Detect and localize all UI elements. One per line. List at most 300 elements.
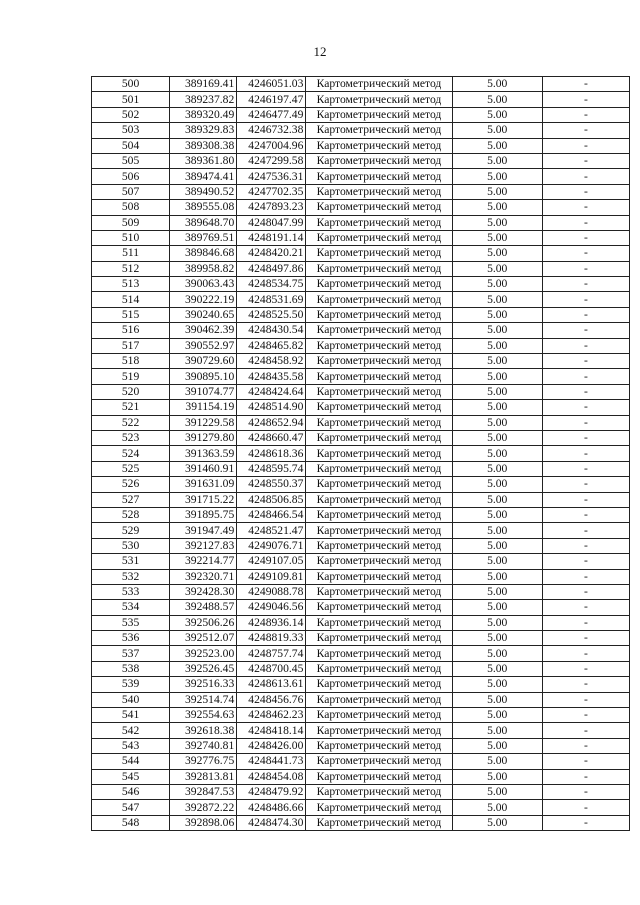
- point-number-cell: 507: [92, 184, 170, 199]
- method-cell: Картометрический метод: [306, 415, 452, 430]
- point-number-cell: 547: [92, 800, 170, 815]
- y-coordinate-cell: 4248550.37: [237, 477, 306, 492]
- description-cell: -: [542, 492, 629, 507]
- y-coordinate-cell: 4249046.56: [237, 600, 306, 615]
- point-number-cell: 526: [92, 477, 170, 492]
- accuracy-cell: 5.00: [452, 323, 542, 338]
- x-coordinate-cell: 389169.41: [170, 77, 237, 92]
- x-coordinate-cell: 391154.19: [170, 400, 237, 415]
- method-cell: Картометрический метод: [306, 169, 452, 184]
- x-coordinate-cell: 392488.57: [170, 600, 237, 615]
- description-cell: -: [542, 507, 629, 522]
- point-number-cell: 522: [92, 415, 170, 430]
- description-cell: -: [542, 554, 629, 569]
- description-cell: -: [542, 569, 629, 584]
- method-cell: Картометрический метод: [306, 323, 452, 338]
- table-row: [92, 661, 630, 676]
- description-cell: -: [542, 169, 629, 184]
- accuracy-cell: 5.00: [452, 215, 542, 230]
- y-coordinate-cell: 4248474.30: [237, 815, 306, 830]
- accuracy-cell: 5.00: [452, 738, 542, 753]
- method-cell: Картометрический метод: [306, 215, 452, 230]
- description-cell: -: [542, 646, 629, 661]
- method-cell: Картометрический метод: [306, 815, 452, 830]
- accuracy-cell: 5.00: [452, 784, 542, 799]
- point-number-cell: 510: [92, 230, 170, 245]
- description-cell: -: [542, 323, 629, 338]
- method-cell: Картометрический метод: [306, 230, 452, 245]
- point-number-cell: 525: [92, 461, 170, 476]
- x-coordinate-cell: 391279.80: [170, 430, 237, 445]
- point-number-cell: 520: [92, 384, 170, 399]
- y-coordinate-cell: 4248700.45: [237, 661, 306, 676]
- y-coordinate-cell: 4248652.94: [237, 415, 306, 430]
- table-row: [92, 277, 630, 292]
- table-row: [92, 692, 630, 707]
- table-row: [92, 631, 630, 646]
- method-cell: Картометрический метод: [306, 800, 452, 815]
- x-coordinate-cell: 389308.38: [170, 138, 237, 153]
- method-cell: Картометрический метод: [306, 123, 452, 138]
- x-coordinate-cell: 392523.00: [170, 646, 237, 661]
- point-number-cell: 508: [92, 200, 170, 215]
- x-coordinate-cell: 392127.83: [170, 538, 237, 553]
- point-number-cell: 544: [92, 754, 170, 769]
- description-cell: -: [542, 815, 629, 830]
- y-coordinate-cell: 4247702.35: [237, 184, 306, 199]
- y-coordinate-cell: 4248424.64: [237, 384, 306, 399]
- y-coordinate-cell: 4248660.47: [237, 430, 306, 445]
- point-number-cell: 528: [92, 507, 170, 522]
- x-coordinate-cell: 389361.80: [170, 153, 237, 168]
- accuracy-cell: 5.00: [452, 769, 542, 784]
- description-cell: -: [542, 369, 629, 384]
- coordinates-table-body: [92, 77, 630, 831]
- y-coordinate-cell: 4249076.71: [237, 538, 306, 553]
- y-coordinate-cell: 4248426.00: [237, 738, 306, 753]
- description-cell: -: [542, 77, 629, 92]
- accuracy-cell: 5.00: [452, 277, 542, 292]
- point-number-cell: 540: [92, 692, 170, 707]
- point-number-cell: 511: [92, 246, 170, 261]
- y-coordinate-cell: 4249088.78: [237, 584, 306, 599]
- table-row: [92, 138, 630, 153]
- table-row: [92, 646, 630, 661]
- table-row: [92, 477, 630, 492]
- point-number-cell: 504: [92, 138, 170, 153]
- accuracy-cell: 5.00: [452, 354, 542, 369]
- method-cell: Картометрический метод: [306, 708, 452, 723]
- table-row: [92, 430, 630, 445]
- description-cell: -: [542, 138, 629, 153]
- y-coordinate-cell: 4248047.99: [237, 215, 306, 230]
- method-cell: Картометрический метод: [306, 631, 452, 646]
- table-row: [92, 307, 630, 322]
- description-cell: -: [542, 661, 629, 676]
- table-row: [92, 369, 630, 384]
- table-row: [92, 600, 630, 615]
- table-row: [92, 123, 630, 138]
- point-number-cell: 502: [92, 107, 170, 122]
- y-coordinate-cell: 4246732.38: [237, 123, 306, 138]
- point-number-cell: 500: [92, 77, 170, 92]
- accuracy-cell: 5.00: [452, 507, 542, 522]
- y-coordinate-cell: 4248420.21: [237, 246, 306, 261]
- accuracy-cell: 5.00: [452, 77, 542, 92]
- table-row: [92, 200, 630, 215]
- method-cell: Картометрический метод: [306, 307, 452, 322]
- y-coordinate-cell: 4248479.92: [237, 784, 306, 799]
- description-cell: -: [542, 338, 629, 353]
- x-coordinate-cell: 392740.81: [170, 738, 237, 753]
- table-row: [92, 77, 630, 92]
- description-cell: -: [542, 107, 629, 122]
- table-row: [92, 738, 630, 753]
- description-cell: -: [542, 200, 629, 215]
- y-coordinate-cell: 4248936.14: [237, 615, 306, 630]
- point-number-cell: 532: [92, 569, 170, 584]
- y-coordinate-cell: 4248486.66: [237, 800, 306, 815]
- x-coordinate-cell: 389769.51: [170, 230, 237, 245]
- description-cell: -: [542, 277, 629, 292]
- point-number-cell: 527: [92, 492, 170, 507]
- description-cell: -: [542, 477, 629, 492]
- y-coordinate-cell: 4248595.74: [237, 461, 306, 476]
- description-cell: -: [542, 215, 629, 230]
- table-row: [92, 415, 630, 430]
- point-number-cell: 521: [92, 400, 170, 415]
- point-number-cell: 541: [92, 708, 170, 723]
- description-cell: -: [542, 92, 629, 107]
- table-row: [92, 461, 630, 476]
- table-row: [92, 554, 630, 569]
- accuracy-cell: 5.00: [452, 338, 542, 353]
- x-coordinate-cell: 392320.71: [170, 569, 237, 584]
- accuracy-cell: 5.00: [452, 292, 542, 307]
- y-coordinate-cell: 4248613.61: [237, 677, 306, 692]
- accuracy-cell: 5.00: [452, 569, 542, 584]
- point-number-cell: 519: [92, 369, 170, 384]
- table-row: [92, 323, 630, 338]
- y-coordinate-cell: 4248418.14: [237, 723, 306, 738]
- description-cell: -: [542, 538, 629, 553]
- y-coordinate-cell: 4247893.23: [237, 200, 306, 215]
- point-number-cell: 524: [92, 446, 170, 461]
- description-cell: -: [542, 738, 629, 753]
- accuracy-cell: 5.00: [452, 400, 542, 415]
- method-cell: Картометрический метод: [306, 738, 452, 753]
- x-coordinate-cell: 389490.52: [170, 184, 237, 199]
- method-cell: Картометрический метод: [306, 754, 452, 769]
- point-number-cell: 512: [92, 261, 170, 276]
- y-coordinate-cell: 4246477.49: [237, 107, 306, 122]
- x-coordinate-cell: 389237.82: [170, 92, 237, 107]
- description-cell: -: [542, 184, 629, 199]
- description-cell: -: [542, 631, 629, 646]
- y-coordinate-cell: 4249107.05: [237, 554, 306, 569]
- description-cell: -: [542, 708, 629, 723]
- point-number-cell: 509: [92, 215, 170, 230]
- table-row: [92, 754, 630, 769]
- y-coordinate-cell: 4248525.50: [237, 307, 306, 322]
- table-row: [92, 584, 630, 599]
- table-row: [92, 507, 630, 522]
- x-coordinate-cell: 391074.77: [170, 384, 237, 399]
- accuracy-cell: 5.00: [452, 107, 542, 122]
- description-cell: -: [542, 446, 629, 461]
- x-coordinate-cell: 392898.06: [170, 815, 237, 830]
- point-number-cell: 535: [92, 615, 170, 630]
- y-coordinate-cell: 4248441.73: [237, 754, 306, 769]
- table-row: [92, 184, 630, 199]
- point-number-cell: 539: [92, 677, 170, 692]
- accuracy-cell: 5.00: [452, 584, 542, 599]
- table-row: [92, 769, 630, 784]
- y-coordinate-cell: 4249109.81: [237, 569, 306, 584]
- method-cell: Картометрический метод: [306, 277, 452, 292]
- point-number-cell: 503: [92, 123, 170, 138]
- y-coordinate-cell: 4248534.75: [237, 277, 306, 292]
- y-coordinate-cell: 4246051.03: [237, 77, 306, 92]
- table-row: [92, 92, 630, 107]
- y-coordinate-cell: 4248618.36: [237, 446, 306, 461]
- table-row: [92, 246, 630, 261]
- description-cell: -: [542, 692, 629, 707]
- accuracy-cell: 5.00: [452, 384, 542, 399]
- description-cell: -: [542, 677, 629, 692]
- accuracy-cell: 5.00: [452, 754, 542, 769]
- table-row: [92, 446, 630, 461]
- accuracy-cell: 5.00: [452, 692, 542, 707]
- y-coordinate-cell: 4246197.47: [237, 92, 306, 107]
- table-row: [92, 523, 630, 538]
- table-row: [92, 215, 630, 230]
- point-number-cell: 501: [92, 92, 170, 107]
- point-number-cell: 529: [92, 523, 170, 538]
- description-cell: -: [542, 384, 629, 399]
- x-coordinate-cell: 389320.49: [170, 107, 237, 122]
- x-coordinate-cell: 389846.68: [170, 246, 237, 261]
- table-row: [92, 615, 630, 630]
- method-cell: Картометрический метод: [306, 261, 452, 276]
- x-coordinate-cell: 391631.09: [170, 477, 237, 492]
- point-number-cell: 537: [92, 646, 170, 661]
- accuracy-cell: 5.00: [452, 169, 542, 184]
- point-number-cell: 534: [92, 600, 170, 615]
- method-cell: Картометрический метод: [306, 554, 452, 569]
- description-cell: -: [542, 153, 629, 168]
- accuracy-cell: 5.00: [452, 261, 542, 276]
- description-cell: -: [542, 230, 629, 245]
- point-number-cell: 538: [92, 661, 170, 676]
- accuracy-cell: 5.00: [452, 307, 542, 322]
- x-coordinate-cell: 389555.08: [170, 200, 237, 215]
- description-cell: -: [542, 754, 629, 769]
- point-number-cell: 513: [92, 277, 170, 292]
- description-cell: -: [542, 430, 629, 445]
- accuracy-cell: 5.00: [452, 492, 542, 507]
- y-coordinate-cell: 4247299.58: [237, 153, 306, 168]
- accuracy-cell: 5.00: [452, 661, 542, 676]
- accuracy-cell: 5.00: [452, 646, 542, 661]
- accuracy-cell: 5.00: [452, 800, 542, 815]
- x-coordinate-cell: 392813.81: [170, 769, 237, 784]
- method-cell: Картометрический метод: [306, 384, 452, 399]
- point-number-cell: 506: [92, 169, 170, 184]
- method-cell: Картометрический метод: [306, 400, 452, 415]
- accuracy-cell: 5.00: [452, 523, 542, 538]
- accuracy-cell: 5.00: [452, 723, 542, 738]
- x-coordinate-cell: 389958.82: [170, 261, 237, 276]
- method-cell: Картометрический метод: [306, 292, 452, 307]
- x-coordinate-cell: 390729.60: [170, 354, 237, 369]
- x-coordinate-cell: 392872.22: [170, 800, 237, 815]
- point-number-cell: 546: [92, 784, 170, 799]
- description-cell: -: [542, 307, 629, 322]
- y-coordinate-cell: 4248521.47: [237, 523, 306, 538]
- y-coordinate-cell: 4247004.96: [237, 138, 306, 153]
- accuracy-cell: 5.00: [452, 415, 542, 430]
- table-row: [92, 230, 630, 245]
- table-row: [92, 677, 630, 692]
- x-coordinate-cell: 392506.26: [170, 615, 237, 630]
- y-coordinate-cell: 4248435.58: [237, 369, 306, 384]
- x-coordinate-cell: 392526.45: [170, 661, 237, 676]
- accuracy-cell: 5.00: [452, 123, 542, 138]
- method-cell: Картометрический метод: [306, 615, 452, 630]
- description-cell: -: [542, 246, 629, 261]
- method-cell: Картометрический метод: [306, 677, 452, 692]
- y-coordinate-cell: 4248514.90: [237, 400, 306, 415]
- table-row: [92, 815, 630, 830]
- method-cell: Картометрический метод: [306, 153, 452, 168]
- x-coordinate-cell: 392512.07: [170, 631, 237, 646]
- table-row: [92, 261, 630, 276]
- y-coordinate-cell: 4248466.54: [237, 507, 306, 522]
- x-coordinate-cell: 390462.39: [170, 323, 237, 338]
- method-cell: Картометрический метод: [306, 430, 452, 445]
- accuracy-cell: 5.00: [452, 138, 542, 153]
- point-number-cell: 530: [92, 538, 170, 553]
- table-row: [92, 400, 630, 415]
- table-row: [92, 784, 630, 799]
- x-coordinate-cell: 390222.19: [170, 292, 237, 307]
- method-cell: Картометрический метод: [306, 723, 452, 738]
- method-cell: Картометрический метод: [306, 138, 452, 153]
- point-number-cell: 548: [92, 815, 170, 830]
- method-cell: Картометрический метод: [306, 446, 452, 461]
- accuracy-cell: 5.00: [452, 677, 542, 692]
- table-row: [92, 292, 630, 307]
- y-coordinate-cell: 4248458.92: [237, 354, 306, 369]
- x-coordinate-cell: 392514.74: [170, 692, 237, 707]
- method-cell: Картометрический метод: [306, 92, 452, 107]
- table-row: [92, 338, 630, 353]
- method-cell: Картометрический метод: [306, 692, 452, 707]
- point-number-cell: 505: [92, 153, 170, 168]
- y-coordinate-cell: 4248497.86: [237, 261, 306, 276]
- accuracy-cell: 5.00: [452, 631, 542, 646]
- description-cell: -: [542, 723, 629, 738]
- description-cell: -: [542, 261, 629, 276]
- accuracy-cell: 5.00: [452, 538, 542, 553]
- description-cell: -: [542, 523, 629, 538]
- method-cell: Картометрический метод: [306, 492, 452, 507]
- method-cell: Картометрический метод: [306, 246, 452, 261]
- point-number-cell: 533: [92, 584, 170, 599]
- point-number-cell: 542: [92, 723, 170, 738]
- method-cell: Картометрический метод: [306, 784, 452, 799]
- x-coordinate-cell: 391947.49: [170, 523, 237, 538]
- method-cell: Картометрический метод: [306, 523, 452, 538]
- point-number-cell: 531: [92, 554, 170, 569]
- accuracy-cell: 5.00: [452, 461, 542, 476]
- x-coordinate-cell: 392554.63: [170, 708, 237, 723]
- description-cell: -: [542, 800, 629, 815]
- description-cell: -: [542, 292, 629, 307]
- accuracy-cell: 5.00: [452, 446, 542, 461]
- description-cell: -: [542, 461, 629, 476]
- page-number: 12: [313, 44, 327, 59]
- y-coordinate-cell: 4248430.54: [237, 323, 306, 338]
- table-row: [92, 153, 630, 168]
- method-cell: Картометрический метод: [306, 569, 452, 584]
- table-row: [92, 169, 630, 184]
- x-coordinate-cell: 391460.91: [170, 461, 237, 476]
- description-cell: -: [542, 123, 629, 138]
- table-row: [92, 492, 630, 507]
- coordinates-table: [91, 76, 630, 831]
- point-number-cell: 536: [92, 631, 170, 646]
- method-cell: Картометрический метод: [306, 200, 452, 215]
- x-coordinate-cell: 391715.22: [170, 492, 237, 507]
- y-coordinate-cell: 4248819.33: [237, 631, 306, 646]
- method-cell: Картометрический метод: [306, 507, 452, 522]
- description-cell: -: [542, 354, 629, 369]
- x-coordinate-cell: 392428.30: [170, 584, 237, 599]
- table-row: [92, 384, 630, 399]
- x-coordinate-cell: 390552.97: [170, 338, 237, 353]
- y-coordinate-cell: 4248454.08: [237, 769, 306, 784]
- point-number-cell: 523: [92, 430, 170, 445]
- x-coordinate-cell: 391229.58: [170, 415, 237, 430]
- method-cell: Картометрический метод: [306, 338, 452, 353]
- accuracy-cell: 5.00: [452, 230, 542, 245]
- accuracy-cell: 5.00: [452, 92, 542, 107]
- x-coordinate-cell: 392776.75: [170, 754, 237, 769]
- method-cell: Картометрический метод: [306, 584, 452, 599]
- table-row: [92, 354, 630, 369]
- method-cell: Картометрический метод: [306, 600, 452, 615]
- x-coordinate-cell: 390895.10: [170, 369, 237, 384]
- y-coordinate-cell: 4248462.23: [237, 708, 306, 723]
- accuracy-cell: 5.00: [452, 246, 542, 261]
- accuracy-cell: 5.00: [452, 200, 542, 215]
- table-row: [92, 708, 630, 723]
- point-number-cell: 514: [92, 292, 170, 307]
- method-cell: Картометрический метод: [306, 661, 452, 676]
- accuracy-cell: 5.00: [452, 600, 542, 615]
- x-coordinate-cell: 389648.70: [170, 215, 237, 230]
- x-coordinate-cell: 392214.77: [170, 554, 237, 569]
- accuracy-cell: 5.00: [452, 153, 542, 168]
- method-cell: Картометрический метод: [306, 354, 452, 369]
- method-cell: Картометрический метод: [306, 477, 452, 492]
- y-coordinate-cell: 4247536.31: [237, 169, 306, 184]
- description-cell: -: [542, 584, 629, 599]
- description-cell: -: [542, 415, 629, 430]
- accuracy-cell: 5.00: [452, 184, 542, 199]
